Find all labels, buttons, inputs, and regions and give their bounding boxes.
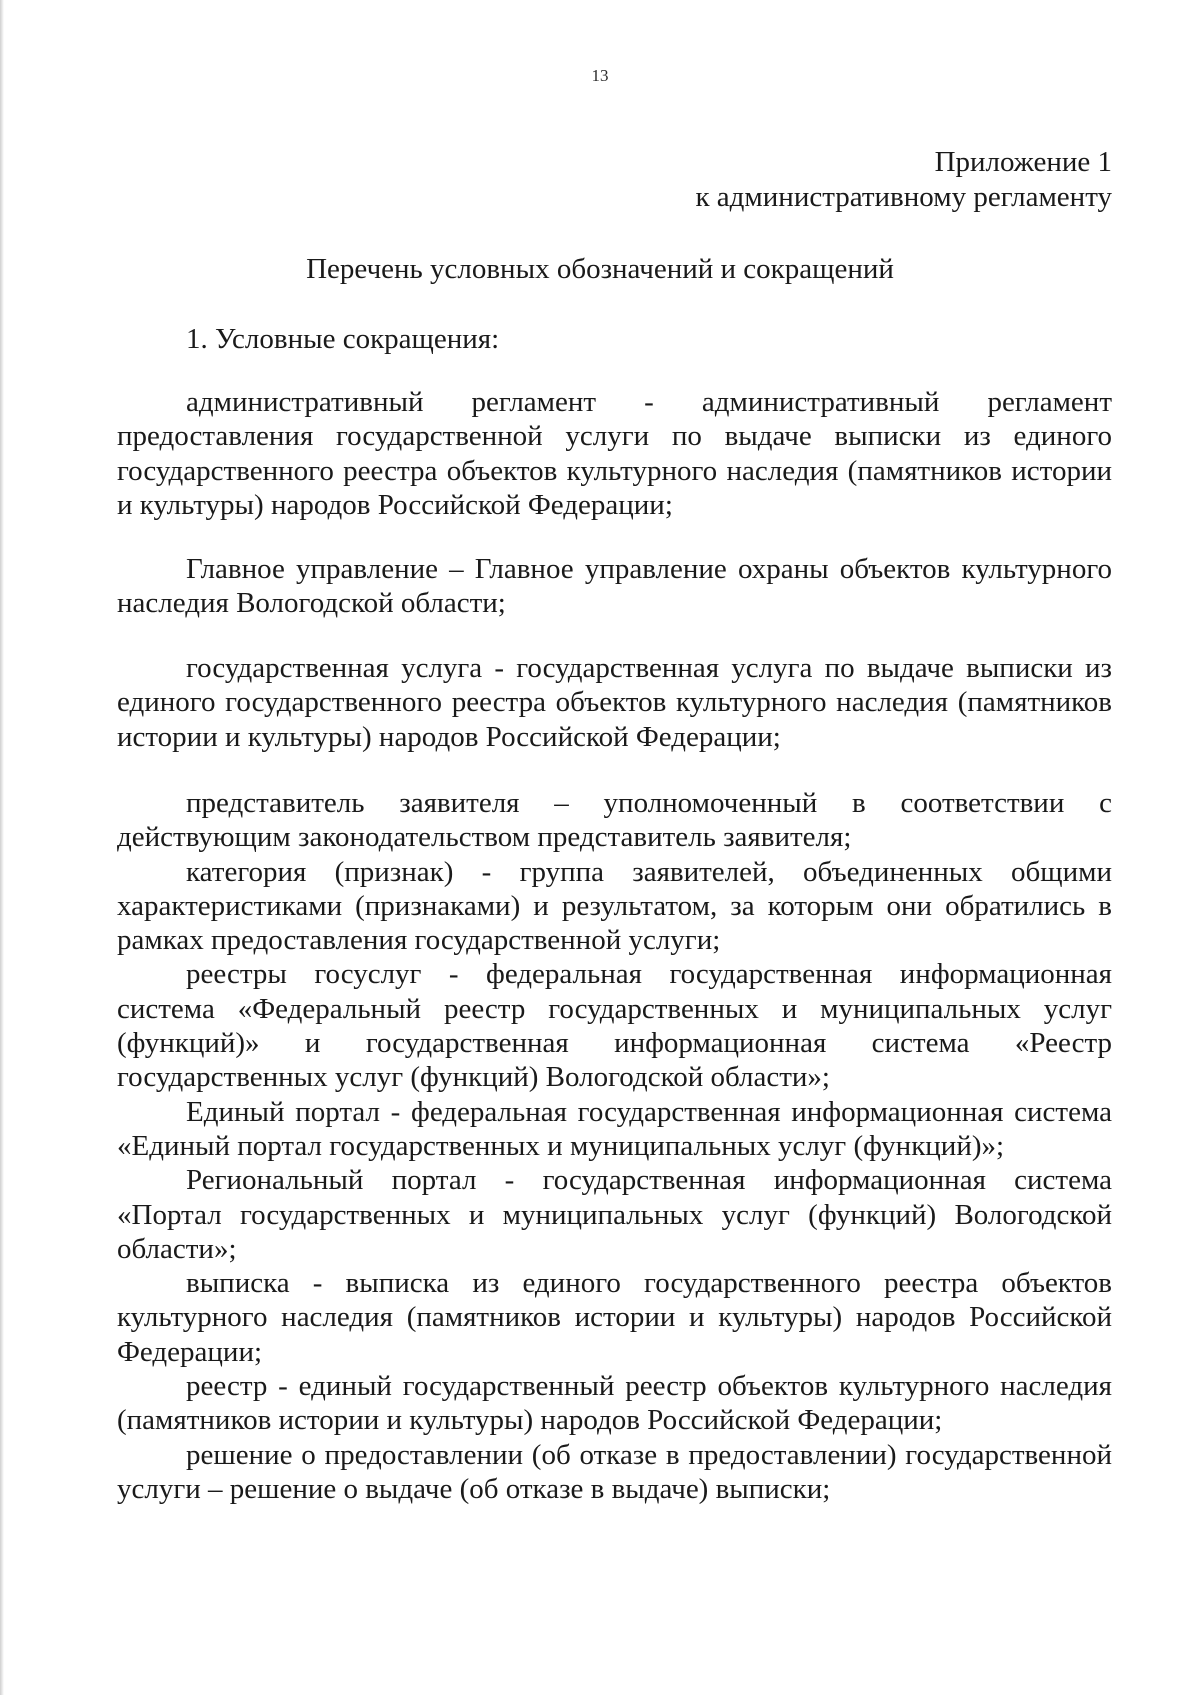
definition-block-4 — [117, 786, 1112, 1506]
section-heading: 1. Условные сокращения: — [186, 323, 500, 355]
appendix-line-1: Приложение 1 — [934, 146, 1112, 178]
page-number: 13 — [591, 66, 609, 85]
document-title: Перечень условных обозначений и сокращений — [306, 253, 894, 285]
appendix-header — [695, 145, 1112, 215]
definition-item: Единый портал - федеральная государственная информационная система «Единый портал государственных и муниципальных услуг (функций)»; — [117, 1095, 1112, 1162]
definition-item: реестры госуслуг - федеральная государственная информационная система «Федеральный реестр государственных и муниципальных услуг (функций)» и государственная информационная система «Реестр государственных услуг (функций) Вологодской области»; — [117, 958, 1112, 1094]
definition-item: представитель заявителя – уполномоченный в соответствии с действующим законодательством представитель заявителя; — [117, 787, 1112, 854]
definition-item: Региональный портал - государственная информационная система «Портал государственных и муниципальных услуг (функций) Вологодской области»; — [117, 1164, 1112, 1265]
definition-item: решение о предоставлении (об отказе в предоставлении) государственной услуги – решение о выдаче (об отказе в выдаче) выписки; — [117, 1438, 1112, 1505]
definition-item: государственная услуга - государственная услуга по выдаче выписки из единого государственного реестра объектов культурного наследия (памятников истории и культуры) народов Российской Федерации; — [117, 652, 1112, 753]
appendix-line-2: к административному регламенту — [695, 181, 1112, 213]
definition-item: выписка - выписка из единого государственного реестра объектов культурного наследия (памятников истории и культуры) народов Российской Федерации; — [117, 1267, 1112, 1368]
definition-item: Главное управление – Главное управление охраны объектов культурного наследия Вологодской области; — [117, 553, 1112, 620]
definition-item: административный регламент - административный регламент предоставления государственной услуги по выдаче выписки из единого государственного реестра объектов культурного наследия (памятников истории и культуры) народов Российской Федерации; — [117, 386, 1112, 521]
definition-block-1 — [117, 385, 1112, 522]
definition-block-3 — [117, 651, 1112, 754]
definition-item: реестр - единый государственный реестр объектов культурного наследия (памятников истории и культуры) народов Российской Федерации; — [117, 1370, 1112, 1437]
definition-item: категория (признак) - группа заявителей, объединенных общими характеристиками (признаками) и результатом, за которым они обратились в рамках предоставления государственной услуги; — [117, 855, 1112, 957]
definition-block-2 — [117, 552, 1112, 621]
